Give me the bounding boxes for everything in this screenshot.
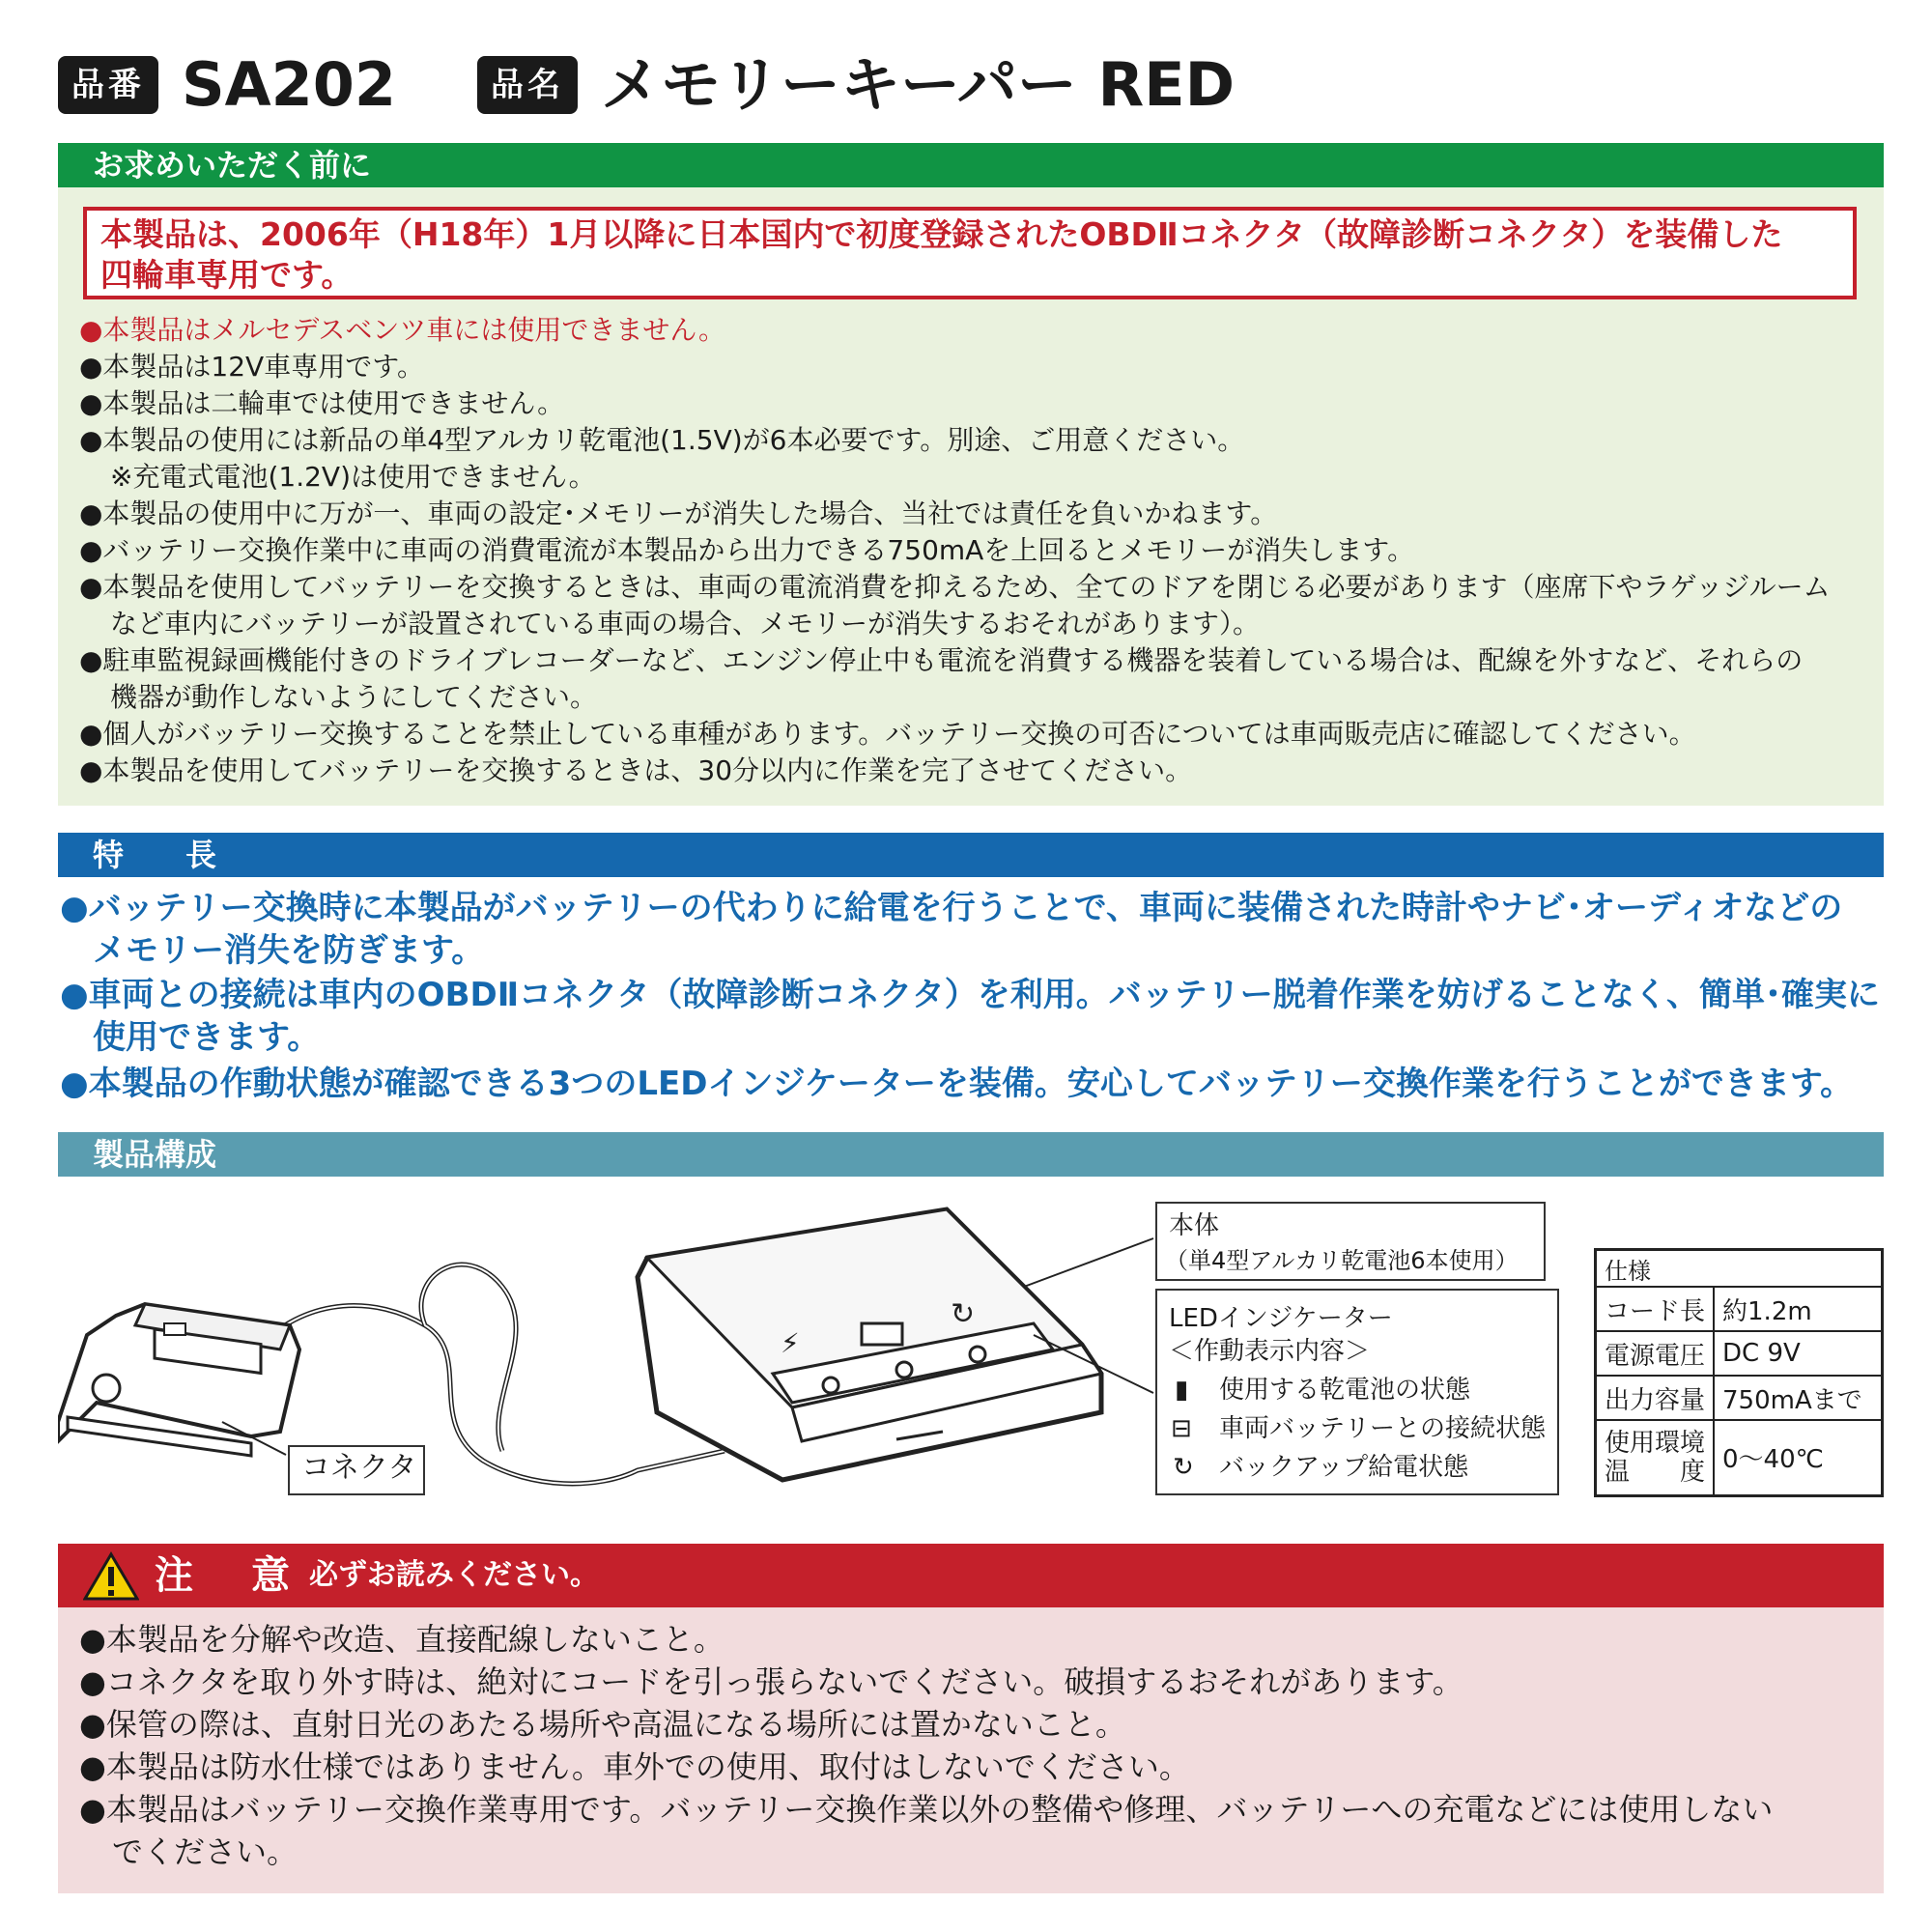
product-name-badge: 品名 (477, 56, 578, 114)
led-item-backup: バックアップ給電状態 (1219, 1453, 1469, 1482)
compatibility-warning-box (83, 207, 1857, 299)
product-name: メモリーキーパー RED (601, 49, 1236, 120)
spec-value: DC 9V (1714, 1331, 1882, 1376)
main-unit-drawing (638, 1209, 1101, 1480)
caution-line: でください。 (112, 1833, 298, 1870)
note-line: ●本製品の使用中に万が一、車両の設定･メモリーが消失した場合、当社では責任を負いかねます。 (79, 497, 1278, 529)
feature-line: ●車両との接続は車内のOBDⅡコネクタ（故障診断コネクタ）を利用。バッテリー脱着作業を妨げることなく、簡単･確実に (60, 976, 1881, 1014)
main-unit-label: 本体 (1169, 1211, 1220, 1240)
part-number: SA202 (182, 49, 397, 120)
spec-row (1596, 1287, 1883, 1331)
note-line: ※充電式電池(1.2V)は使用できません。 (110, 461, 596, 493)
svg-text:↻: ↻ (951, 1297, 976, 1331)
spec-row (1596, 1420, 1883, 1495)
features-header: 特 長 (58, 833, 1884, 877)
caution-line: ●本製品はバッテリー交換作業専用です。バッテリー交換作業以外の整備や修理、バッテリーへの充電などには使用しない (79, 1791, 1774, 1828)
led-item-connection: 車両バッテリーとの接続状態 (1219, 1414, 1547, 1443)
feature-line: メモリー消失を防ぎます。 (93, 931, 485, 970)
note-line: ●個人がバッテリー交換することを禁止している車種があります。バッテリー交換の可否については車両販売店に確認してください。 (79, 718, 1696, 750)
note-line: ●駐車監視録画機能付きのドライブレコーダーなど、エンジン停止中も電流を消費する機器を装着している場合は、配線を外すなど、それらの (79, 644, 1804, 676)
caution-line: ●コネクタを取り外す時は、絶対にコードを引っ張らないでください。破損するおそれがあります。 (79, 1663, 1463, 1700)
spec-value: 約1.2m (1714, 1287, 1882, 1331)
before-purchase-header: お求めいただく前に (58, 143, 1884, 187)
composition-header: 製品構成 (58, 1132, 1884, 1177)
caution-title: 注 意 (155, 1553, 299, 1598)
main-unit-sub-label: （単4型アルカリ乾電池6本使用） (1165, 1247, 1519, 1274)
obd-connector-drawing (58, 1304, 299, 1456)
caution-line: ●本製品は防水仕様ではありません。車外での使用、取付はしないでください。 (79, 1748, 1190, 1785)
note-line: 機器が動作しないようにしてください。 (110, 681, 598, 713)
battery-status-icon: ▮ (1175, 1376, 1189, 1405)
feature-line: ●本製品の作動状態が確認できる3つのLEDインジケーターを装備。安心してバッテリー交換作業を行うことができます。 (60, 1065, 1854, 1103)
compatibility-warning-text (100, 214, 1839, 296)
backup-cycle-icon: ↻ (1173, 1453, 1194, 1482)
led-indicator-subtitle: ＜作動表示内容＞ (1169, 1337, 1371, 1366)
note-line: ●本製品を使用してバッテリーを交換するときは、車両の電流消費を抑えるため、全てのドアを閉じる必要があります（座席下やラゲッジルーム (79, 571, 1831, 603)
spec-table (1594, 1248, 1884, 1497)
spec-value: 750mAまで (1714, 1376, 1882, 1420)
spec-row (1596, 1331, 1883, 1376)
note-line: ●本製品の使用には新品の単4型アルカリ乾電池(1.5V)が6本必要です。別途、ご用意ください。 (79, 424, 1245, 456)
spec-row (1596, 1376, 1883, 1420)
spec-label: 使用環境温 度 (1596, 1420, 1715, 1495)
feature-line: ●バッテリー交換時に本製品がバッテリーの代わりに給電を行うことで、車両に装備された時計やナビ･オーディオなどの (60, 889, 1843, 927)
compatibility-warning-line-2: 四輪車専用です。 (100, 256, 354, 294)
warning-icon (83, 1551, 139, 1602)
spec-value: 0～40℃ (1714, 1420, 1882, 1495)
spec-label: 出力容量 (1596, 1376, 1715, 1420)
led-indicator-title: LEDインジケーター (1169, 1304, 1393, 1333)
note-line: ●本製品は二輪車では使用できません。 (79, 387, 565, 419)
caution-line: ●保管の際は、直射日光のあたる場所や高温になる場所には置かないこと。 (79, 1706, 1126, 1743)
note-line: ●本製品を使用してバッテリーを交換するときは、30分以内に作業を完了させてください。 (79, 754, 1193, 786)
caution-line: ●本製品を分解や改造、直接配線しないこと。 (79, 1621, 724, 1658)
compatibility-warning-line-1: 本製品は、2006年（H18年）1月以降に日本国内で初度登録されたOBDⅡコネクタ（故障診断コネクタ）を装備した (100, 215, 1783, 253)
led-item-battery: 使用する乾電池の状態 (1219, 1376, 1471, 1405)
note-line: ●本製品はメルセデスベンツ車には使用できません。 (79, 314, 725, 346)
note-line: ●本製品は12V車専用です。 (79, 351, 424, 383)
part-number-badge: 品番 (58, 56, 158, 114)
spec-label: コード長 (1596, 1287, 1715, 1331)
caution-subtitle: 必ずお読みください。 (309, 1558, 599, 1592)
svg-text:⚡: ⚡ (781, 1327, 800, 1359)
spec-caption: 仕様 (1596, 1250, 1883, 1288)
car-battery-icon: ⊟ (1171, 1414, 1192, 1443)
note-line: ●バッテリー交換作業中に車両の消費電流が本製品から出力できる750mAを上回るとメモリーが消失します。 (79, 534, 1415, 566)
connector-label: コネクタ (301, 1451, 417, 1485)
spec-label: 電源電圧 (1596, 1331, 1715, 1376)
note-line: など車内にバッテリーが設置されている車両の場合、メモリーが消失するおそれがあります）。 (110, 608, 1261, 639)
feature-line: 使用できます。 (93, 1018, 321, 1057)
